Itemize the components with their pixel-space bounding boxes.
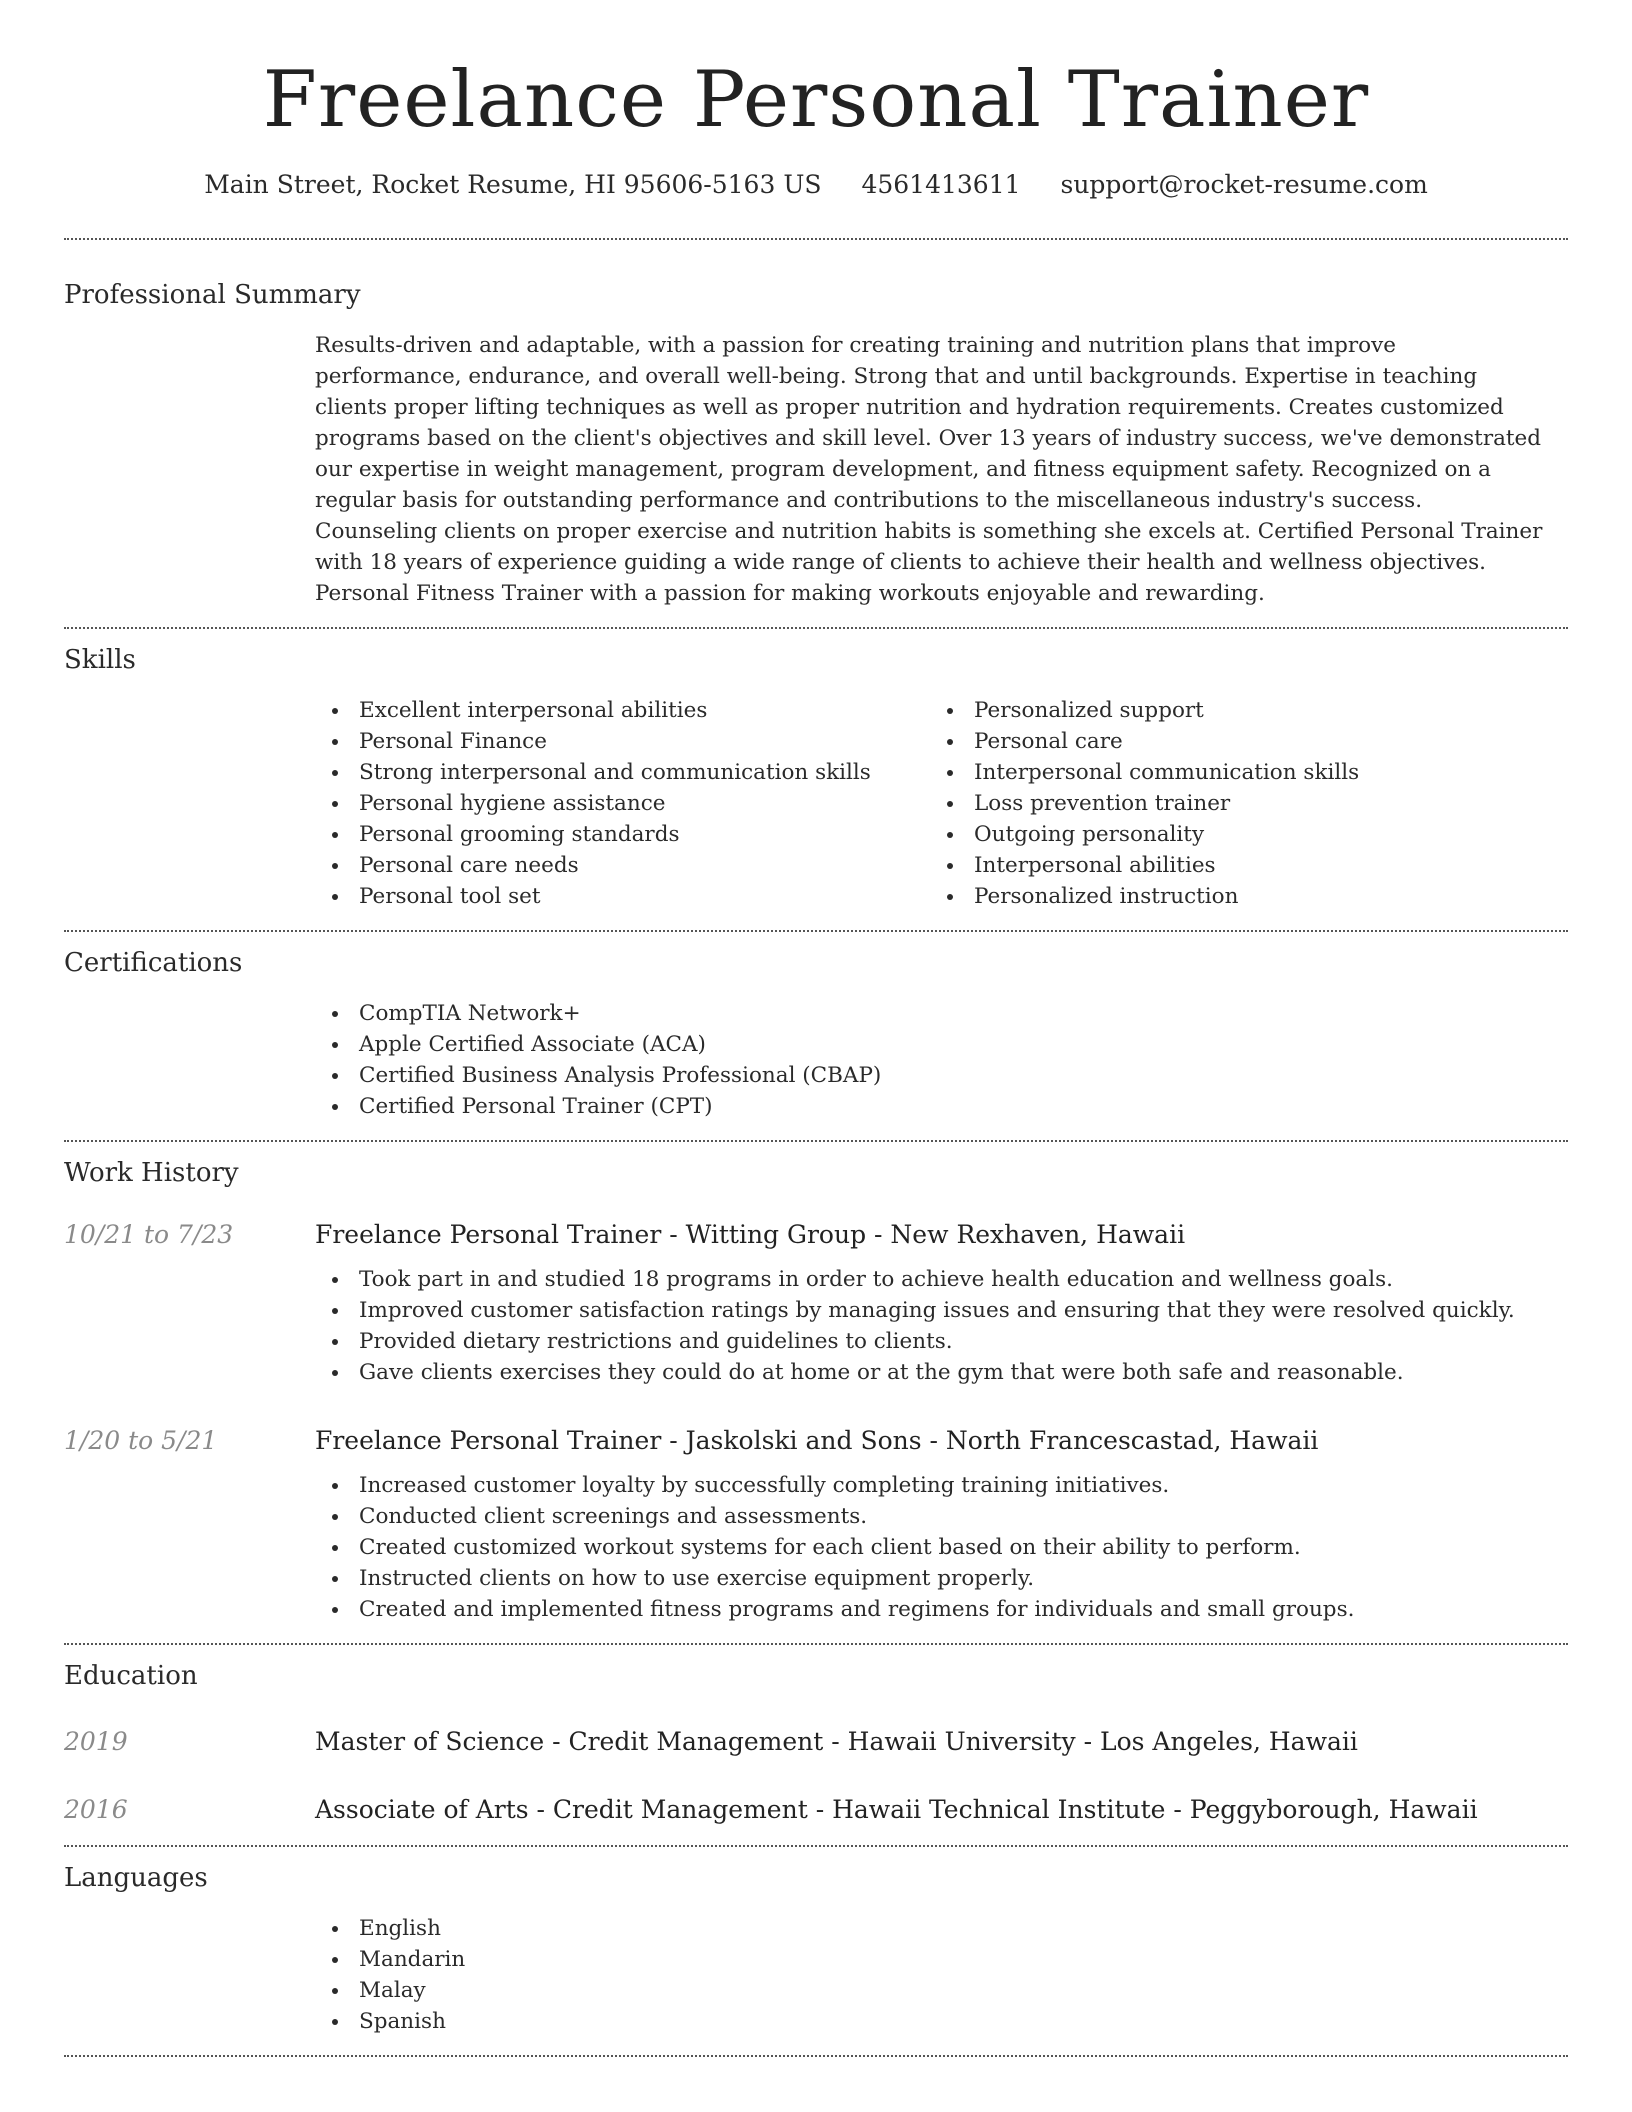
- list-item: Mandarin: [315, 1944, 1568, 1975]
- list-item: Malay: [315, 1975, 1568, 2006]
- list-item: Personal tool set: [315, 881, 930, 912]
- list-item: Outgoing personality: [930, 819, 1545, 850]
- job-entry: [64, 1424, 1568, 1625]
- contact-email: support@rocket-resume.com: [1060, 170, 1428, 199]
- job-title: Freelance Personal Trainer - Witting Group - New Rexhaven, Hawaii: [315, 1220, 1186, 1249]
- list-item: Personalized support: [930, 695, 1545, 726]
- list-item: Personalized instruction: [930, 881, 1545, 912]
- languages-content: [315, 1913, 1568, 2037]
- job-title: Freelance Personal Trainer - Jaskolski and Sons - North Francescastad, Hawaii: [315, 1426, 1319, 1455]
- certifications-list: [315, 998, 1568, 1122]
- job-bullets: [315, 1264, 1568, 1388]
- job-dates: 1/20 to 5/21: [64, 1426, 218, 1455]
- section-title-work: Work History: [64, 1158, 239, 1188]
- section-title-certifications: Certifications: [64, 948, 243, 978]
- skills-list-right: [930, 695, 1545, 912]
- list-item: Loss prevention trainer: [930, 788, 1545, 819]
- summary-text: Results-driven and adaptable, with a passion for creating training and nutrition plans that improve performance, endurance, and overall well-being. Strong that and until backgrounds. Expertise in teaching clients proper lifting techniques as well as proper nutrition and hydration requirements. Creates customized programs based on the client's objectives and skill level. Over 13 years of industry success, we've demonstrated our expertise in weight management, program development, and fitness equipment safety. Recognized on a regular basis for outstanding performance and contributions to the miscellaneous industry's success. Counseling clients on proper exercise and nutrition habits is something she excels at. Certified Personal Trainer with 18 years of experience guiding a wide range of clients to achieve their health and wellness objectives. Personal Fitness Trainer with a passion for making workouts enjoyable and rewarding.: [315, 333, 1543, 606]
- list-item: Took part in and studied 18 programs in order to achieve health education and wellness goals.: [315, 1264, 1568, 1295]
- list-item: Personal grooming standards: [315, 819, 930, 850]
- job-header: [64, 1218, 1568, 1252]
- summary-section: [64, 240, 1568, 627]
- list-item: Certified Personal Trainer (CPT): [315, 1091, 1568, 1122]
- list-item: Certified Business Analysis Professional (CBAP): [315, 1060, 1568, 1091]
- list-item: Spanish: [315, 2006, 1568, 2037]
- list-item: English: [315, 1913, 1568, 1944]
- list-item: Conducted client screenings and assessments.: [315, 1501, 1568, 1532]
- education-entry: [64, 1725, 1568, 1759]
- education-degree: Master of Science - Credit Management - Hawaii University - Los Angeles, Hawaii: [315, 1727, 1358, 1756]
- list-item: Created and implemented fitness programs and regimens for individuals and small groups.: [315, 1594, 1568, 1625]
- candidate-name: Freelance Personal Trainer: [262, 55, 1370, 145]
- list-item: CompTIA Network+: [315, 998, 1568, 1029]
- list-item: Instructed clients on how to use exercise equipment properly.: [315, 1563, 1568, 1594]
- list-item: Improved customer satisfaction ratings by managing issues and ensuring that they were resolved quickly.: [315, 1295, 1568, 1326]
- list-item: Interpersonal abilities: [930, 850, 1545, 881]
- contact-line: [64, 168, 1568, 202]
- contact-address: Main Street, Rocket Resume, HI 95606-5163 US: [204, 170, 822, 199]
- education-degree: Associate of Arts - Credit Management - Hawaii Technical Institute - Peggyborough, Hawaii: [315, 1795, 1478, 1824]
- list-item: Strong interpersonal and communication skills: [315, 757, 930, 788]
- list-item: Excellent interpersonal abilities: [315, 695, 930, 726]
- list-item: Apple Certified Associate (ACA): [315, 1029, 1568, 1060]
- job-entry: [64, 1218, 1568, 1388]
- section-title-languages: Languages: [64, 1863, 208, 1893]
- job-header: [64, 1424, 1568, 1458]
- certifications-section: [64, 932, 1568, 1140]
- skills-list-left: [315, 695, 930, 912]
- education-year: 2016: [64, 1795, 128, 1824]
- languages-section: [64, 1847, 1568, 2055]
- divider: [64, 2055, 1568, 2057]
- list-item: Personal care: [930, 726, 1545, 757]
- section-title-summary: Professional Summary: [64, 280, 361, 310]
- list-item: Interpersonal communication skills: [930, 757, 1545, 788]
- job-dates: 10/21 to 7/23: [64, 1220, 234, 1249]
- section-title-education: Education: [64, 1661, 198, 1691]
- skills-grid: [315, 695, 1568, 912]
- education-section: [64, 1645, 1568, 1845]
- list-item: Gave clients exercises they could do at home or at the gym that were both safe and reasonable.: [315, 1357, 1568, 1388]
- education-year: 2019: [64, 1727, 128, 1756]
- list-item: Created customized workout systems for each client based on their ability to perform.: [315, 1532, 1568, 1563]
- list-item: Provided dietary restrictions and guidelines to clients.: [315, 1326, 1568, 1357]
- education-entry: [64, 1793, 1568, 1827]
- contact-phone: 4561413611: [861, 170, 1021, 199]
- list-item: Personal hygiene assistance: [315, 788, 930, 819]
- skills-section: [64, 629, 1568, 930]
- work-history-section: [64, 1142, 1568, 1643]
- section-title-skills: Skills: [64, 645, 136, 675]
- languages-list: [315, 1913, 1568, 2037]
- list-item: Personal Finance: [315, 726, 930, 757]
- certifications-content: [315, 998, 1568, 1122]
- list-item: Increased customer loyalty by successfully completing training initiatives.: [315, 1470, 1568, 1501]
- job-bullets: [315, 1470, 1568, 1625]
- list-item: Personal care needs: [315, 850, 930, 881]
